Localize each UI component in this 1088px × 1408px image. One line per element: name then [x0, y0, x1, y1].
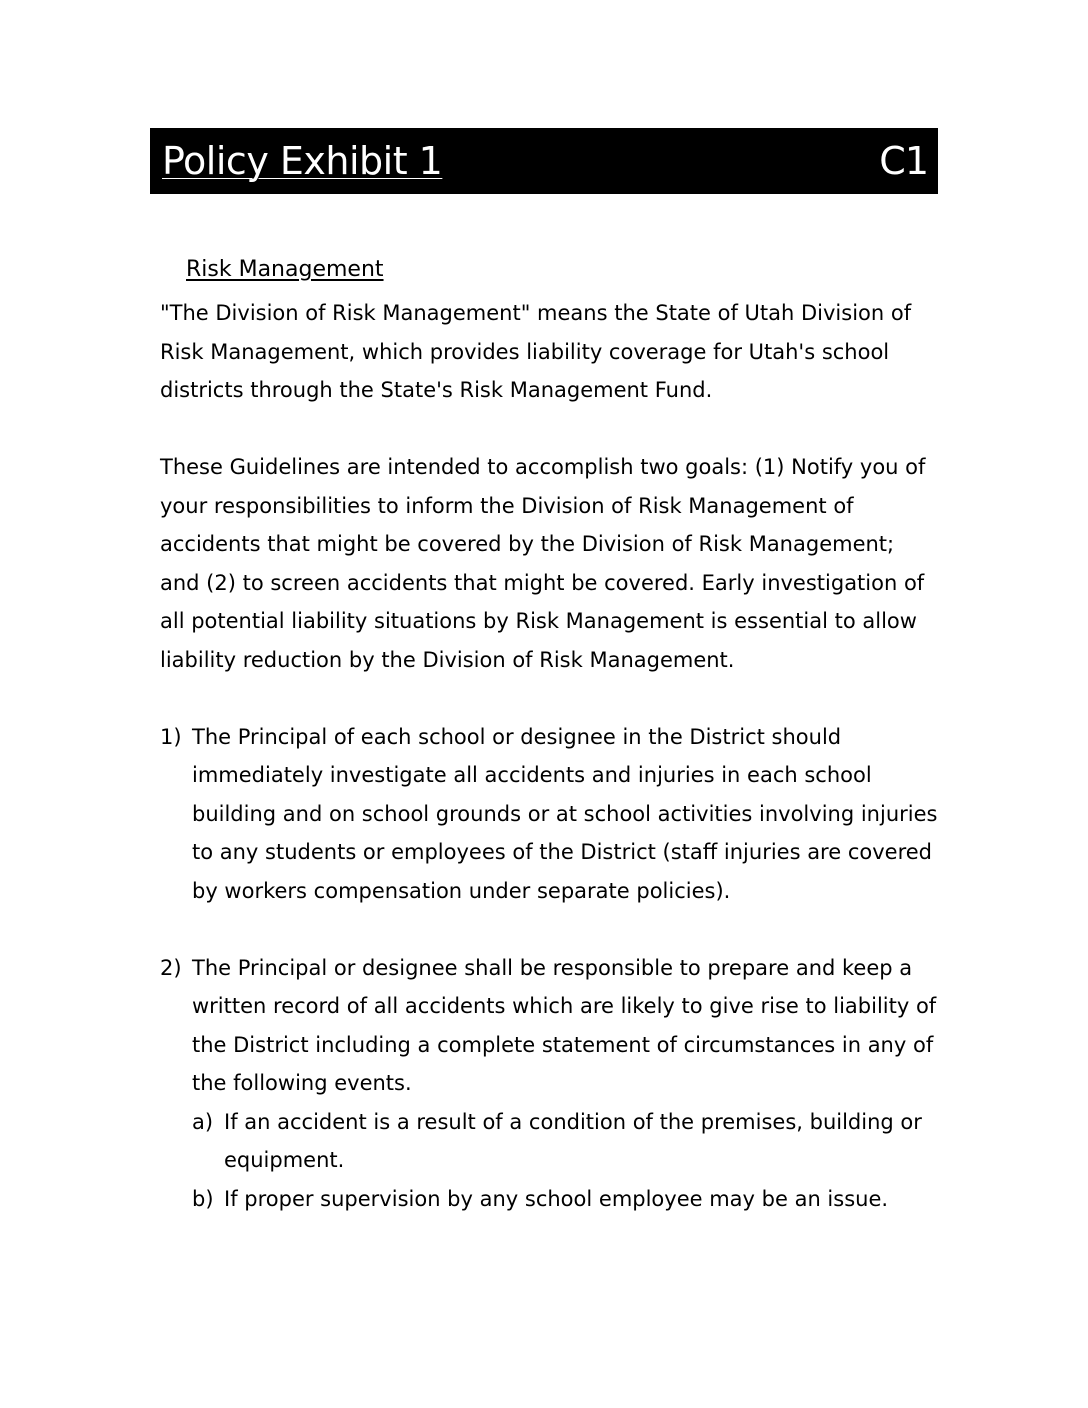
sub-list	[192, 1103, 940, 1219]
list-marker: 2)	[160, 955, 182, 980]
list-item	[160, 949, 940, 1219]
page-title: Policy Exhibit 1	[162, 139, 443, 183]
policy-code: C1	[879, 139, 928, 183]
list-item-text: The Principal or designee shall be responsible to prepare and keep a written record of all accidents which are likely to give rise to liability of the District including a complete statement of circumstances in any of the following events.	[192, 955, 937, 1095]
list-item	[160, 718, 940, 911]
list-item-text: The Principal of each school or designee in the District should immediately investigate all accidents and injuries in each school building and on school grounds or at school activities involving injuries to any students or employees of the District (staff injuries are covered by workers compensation under separate policies).	[192, 724, 938, 903]
sub-list-item	[192, 1103, 940, 1180]
guideline-list	[160, 718, 940, 1219]
sub-list-item-text: If an accident is a result of a condition of the premises, building or equipment.	[224, 1109, 922, 1172]
section-heading: Risk Management	[186, 257, 384, 282]
document-body	[160, 252, 940, 1218]
sub-list-item-text: If proper supervision by any school employee may be an issue.	[224, 1186, 889, 1211]
sub-list-item	[192, 1180, 940, 1219]
sub-list-marker: b)	[192, 1186, 214, 1211]
guidelines-paragraph: These Guidelines are intended to accomplish two goals: (1) Notify you of your responsibilities to inform the Division of Risk Management of accidents that might be covered by the Division of Risk Management; and (2) to screen accidents that might be covered. Early investigation of all potential liability situations by Risk Management is essential to allow liability reduction by the Division of Risk Management.	[160, 455, 926, 672]
sub-list-marker: a)	[192, 1109, 214, 1134]
list-marker: 1)	[160, 724, 182, 749]
header-bar	[150, 128, 938, 194]
definition-paragraph: "The Division of Risk Management" means the State of Utah Division of Risk Management, which provides liability coverage for Utah's school districts through the State's Risk Management Fund.	[160, 301, 912, 402]
